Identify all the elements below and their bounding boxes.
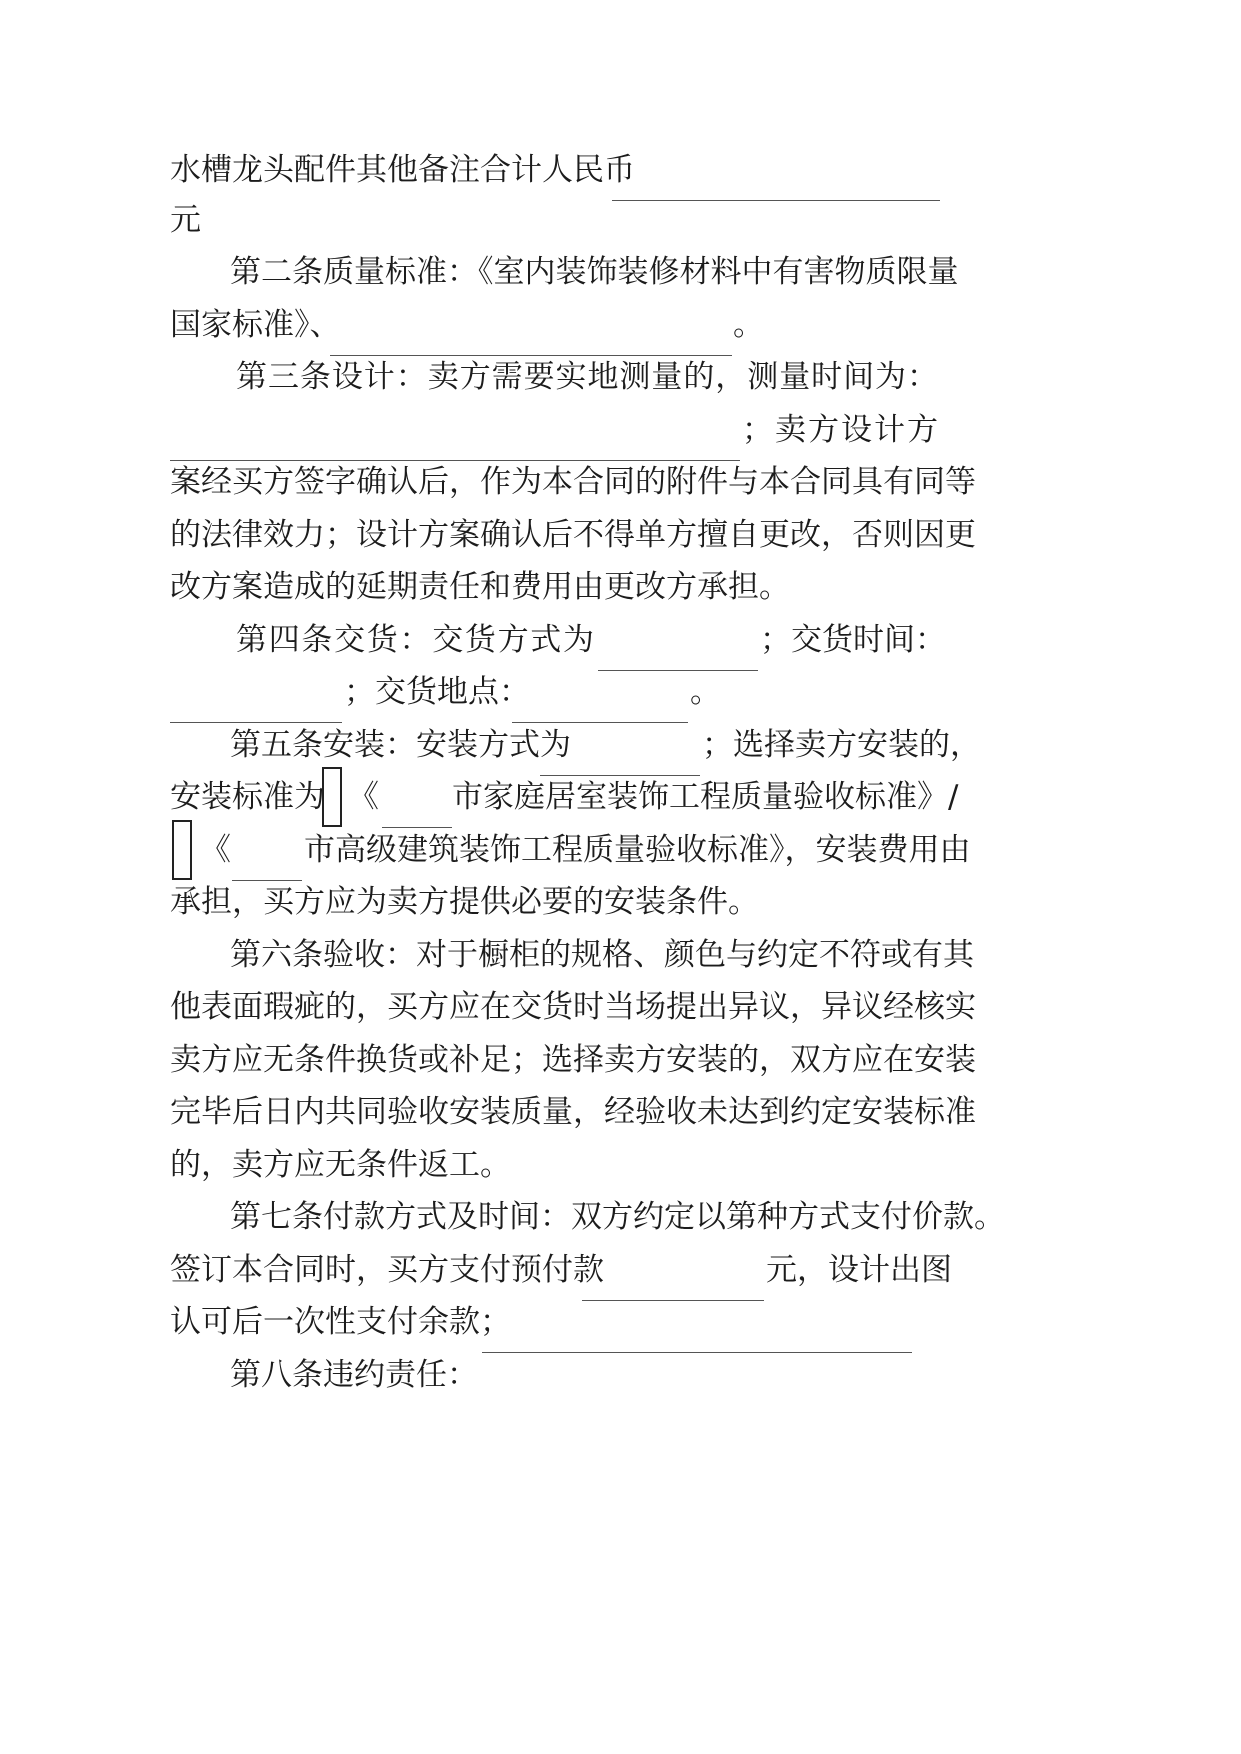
line-text: 元，设计出图 [766,1252,952,1288]
text-line [0,1292,1241,1352]
text-line [0,505,1241,565]
line-text: 承担，买方应为卖方提供必要的安装条件。 [170,884,759,920]
text-line [0,1082,1241,1142]
line-text: ；交货时间： [760,622,946,658]
line-text: ；卖方设计方 [742,412,938,448]
text-line [0,872,1241,932]
line-text: 认可后一次性支付余款； [170,1304,511,1340]
text-line [0,820,1241,880]
blank-city-name[interactable] [382,767,452,828]
text-line [0,715,1241,775]
text-line [0,400,1241,460]
text-line [0,977,1241,1037]
article-3-heading: 第三条设计：卖方需要实地测量的，测量时间为： [236,359,938,395]
line-text: 水槽龙头配件其他备注合计人民币 [170,152,635,188]
line-text: 签订本合同时，买方支付预付款 [170,1252,604,1288]
text-line [0,242,1241,302]
line-text: ；交货地点： [344,674,530,710]
line-text: 他表面瑕疵的，买方应在交货时当场提出异议，异议经核实 [170,989,976,1025]
line-text: 卖方应无条件换货或补足；选择卖方安装的，双方应在安装 [170,1042,976,1078]
text-line [0,767,1241,827]
line-text: ；选择卖方安装的， [702,727,981,763]
blank-delivery-time[interactable] [170,662,342,723]
text-line [0,1135,1241,1195]
article-7-heading: 第七条付款方式及时间：双方约定以第种方式支付价款。 [230,1199,1005,1235]
line-text: 改方案造成的延期责任和费用由更改方承担。 [170,569,790,605]
line-text: 。 [690,674,721,710]
line-text: 市家庭居室装饰工程质量验收标准》/ [452,779,959,815]
text-line [0,347,1241,407]
line-text: 的法律效力；设计方案确认后不得单方擅自更改，否则因更 [170,517,976,553]
text-line [0,1030,1241,1090]
text-line [0,452,1241,512]
blank-delivery-place[interactable] [512,662,688,723]
standard-option-checkbox[interactable] [322,767,342,827]
line-text: 的，卖方应无条件返工。 [170,1147,511,1183]
text-line [0,1187,1241,1247]
line-text: 案经买方签字确认后，作为本合同的附件与本合同具有同等 [170,464,976,500]
text-line [0,1345,1241,1405]
text-line [0,662,1241,722]
article-6-heading: 第六条验收：对于橱柜的规格、颜色与约定不符或有其 [230,937,974,973]
line-text: 元 [170,202,201,238]
article-5-heading: 第五条安装：安装方式为 [230,727,571,763]
text-line [0,190,1241,250]
line-text: 安装标准为 [170,779,325,815]
text-line [0,557,1241,617]
line-text: 《 [348,779,379,815]
text-line [0,295,1241,355]
standard-option-checkbox[interactable] [172,820,192,880]
line-text: 完毕后日内共同验收安装质量，经验收未达到约定安装标准 [170,1094,976,1130]
line-text: 国家标准》、 [170,307,341,343]
line-text: 市高级建筑装饰工程质量验收标准》，安装费用由 [304,832,971,868]
text-line [0,925,1241,985]
article-4-heading: 第四条交货：交货方式为 [236,622,594,658]
line-text: 《 [200,832,231,868]
line-text: 。 [733,307,764,343]
text-line [0,610,1241,670]
text-line [0,1240,1241,1300]
blank-balance-payment[interactable] [482,1292,912,1353]
article-8-heading: 第八条违约责任： [230,1357,478,1393]
article-2-heading: 第二条质量标准：《室内装饰装修材料中有害物质限量 [230,254,959,290]
